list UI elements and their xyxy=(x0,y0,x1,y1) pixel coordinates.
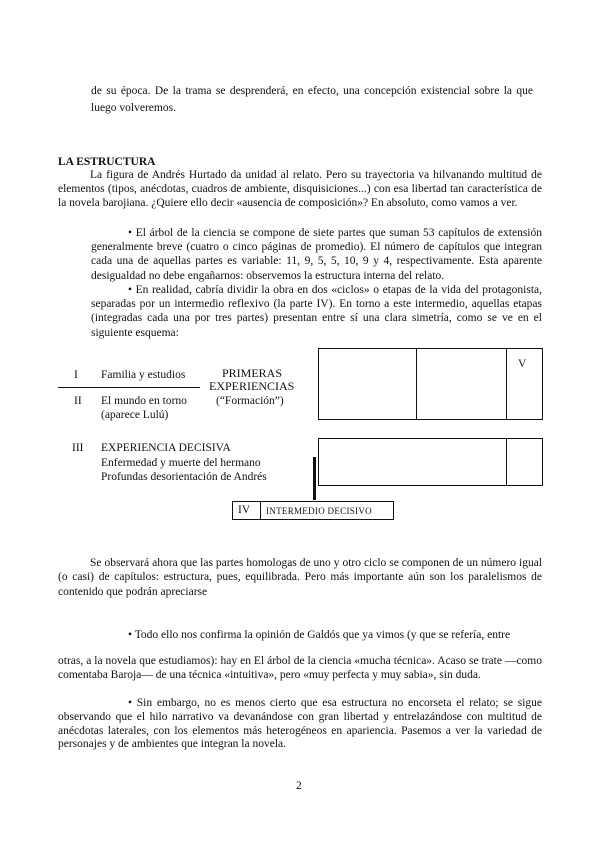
row-3-line-1: Enfermedad y muerte del hermano xyxy=(101,457,261,469)
box-v-label: V xyxy=(518,358,527,370)
paragraph-2: • El árbol de la ciencia se compone de siete partes que suman 53 capítulos de extensión generalmente breve (cuatro o cinco páginas de promedio). El número de capítulos que integran cada una de aquellas partes es variable: 11, 9, 5, 5, 10, 9 y 4, respectivamente. Esta aparente desigualdad no debe engañarnos: observemos la estructura interna del relato. xyxy=(91,227,542,282)
paragraph-4: Se observará ahora que las partes homologas de uno y otro ciclo se componen de un número igual (o casi) de capítulos: estructura, pues, equilibrada. Pero más importante aún son los paralelismos de contenido que podrán apreciarse xyxy=(58,557,542,598)
upper-box-divider-2 xyxy=(506,348,507,420)
row-divider xyxy=(58,387,200,388)
paragraph-7: • Sin embargo, no es menos cierto que esa estructura no encorseta el relato; se sigue observando que el hilo narrativo va devanándose con gran libertad y entrelazándose con multitud de anécdotas laterales, con los elementos más heterogéneos en apariencia. Pasemos a ver la variedad de personajes y de ambientes que integran la novela. xyxy=(58,697,542,751)
connector-line xyxy=(313,457,316,500)
lower-boxes-frame xyxy=(318,438,543,486)
paragraph-6: otras, a la novela que estudiamos): hay en El árbol de la ciencia «mucha técnica». Acaso se trate —como comentaba Baroja— de una técnica «intuitiva», pero «muy perfecta y muy sabia», sin duda. xyxy=(58,655,542,681)
row-1-label: Familia y estudios xyxy=(101,369,186,381)
intermedio-divider xyxy=(260,501,261,520)
intermedio-number: IV xyxy=(238,504,251,516)
upper-box-divider-1 xyxy=(416,348,417,420)
group-1-title-line-1: PRIMERAS xyxy=(222,366,283,380)
section-heading: LA ESTRUCTURA xyxy=(58,156,156,168)
paragraph-1: La figura de Andrés Hurtado da unidad al relato. Pero su trayectoria va hilvanando multitud de elementos (tipos, anécdotas, cuadros de ambiente, disquisiciones...) con esa libertad tan característica de la novela barojiana. ¿Quiere ello decir «ausencia de composición»? En absoluto, como vamos a ver. xyxy=(58,169,542,210)
intermedio-label: INTERMEDIO DECISIVO xyxy=(266,506,372,516)
row-3-number: III xyxy=(72,442,84,454)
row-3-line-2: Profundas desorientación de Andrés xyxy=(101,471,267,483)
paragraph-3: • En realidad, cabría dividir la obra en dos «ciclos» o etapas de la vida del protagonista, separadas por un intermedio reflexivo (la parte IV). En torno a este intermedio, aquellas etapas (integradas cada una por tres partes) presentan entre sí una clara simetría, como se ve en el siguiente esquema: xyxy=(91,284,542,339)
intro-line-2: luego volveremos. xyxy=(91,102,176,114)
row-2-number: II xyxy=(74,395,82,407)
row-2-label-line-1: El mundo en torno xyxy=(101,395,187,407)
upper-boxes-frame xyxy=(318,348,543,420)
page-number: 2 xyxy=(296,780,302,792)
intro-line-1: de su época. De la trama se desprenderá, en efecto, una concepción existencial sobre la que xyxy=(91,85,533,97)
row-2-label-line-2: (aparece Lulú) xyxy=(101,409,169,421)
row-1-number: I xyxy=(74,369,78,381)
lower-box-divider xyxy=(506,438,507,486)
row-3-title: EXPERIENCIA DECISIVA xyxy=(101,442,231,454)
group-1-title-line-2: EXPERIENCIAS xyxy=(209,379,295,393)
group-1-subtitle: (“Formación”) xyxy=(216,395,284,407)
paragraph-5: • Todo ello nos confirma la opinión de Galdós que ya vimos (y que se refería, entre xyxy=(128,629,511,641)
